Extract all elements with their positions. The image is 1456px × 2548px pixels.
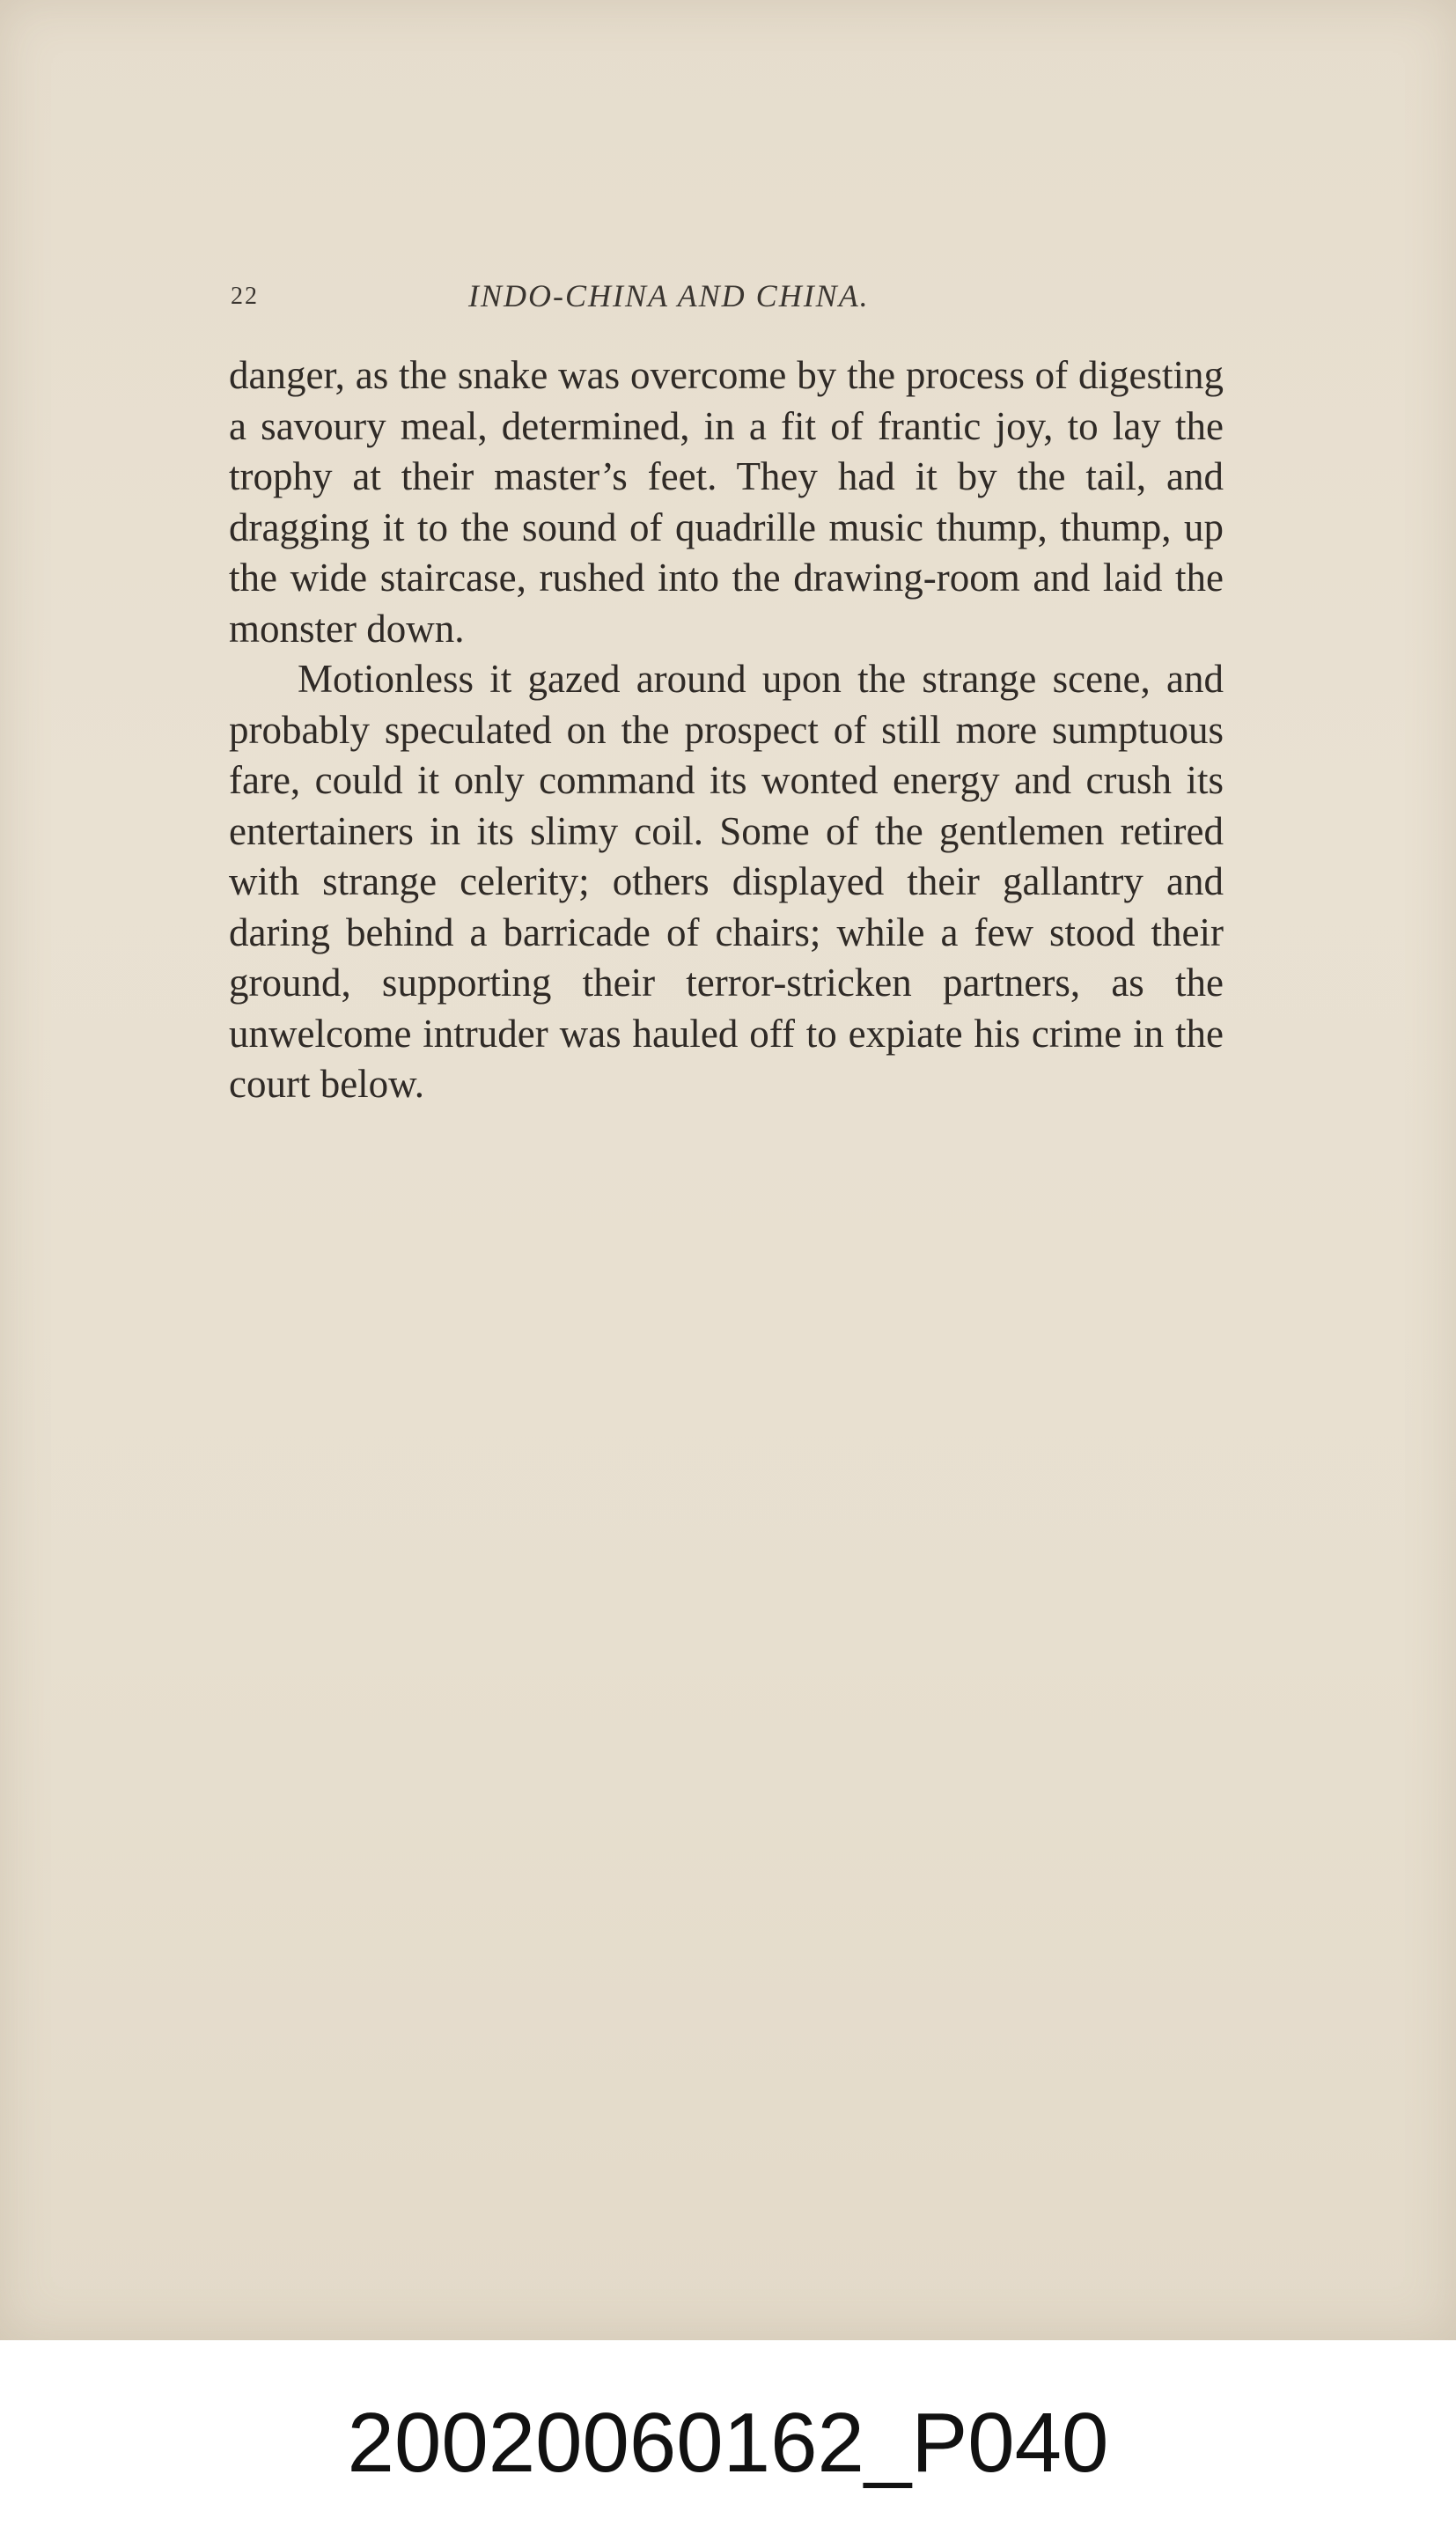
paragraph-2: Motionless it gazed around upon the strange scene, and probably speculated on the prospect of still more sumptuous fare, could it only command its wonted energy and crush its entertainers in its slimy coil. Some of the gentlemen retired with strange celerity; others displayed their gallantry and daring behind a barricade of chairs; while a few stood their ground, supporting their terror-stricken partners, as the unwelcome intruder was hauled off to expiate his crime in the court below. — [229, 657, 1224, 1106]
body-text — [229, 350, 1224, 1110]
image-label-band — [0, 2340, 1456, 2548]
running-title: INDO-CHINA AND CHINA. — [468, 278, 870, 313]
running-head — [231, 277, 988, 316]
image-id-label: 20020060162_P040 — [347, 2396, 1109, 2490]
paragraph-1: danger, as the snake was overcome by the process of digesting a savoury meal, determined, in a fit of frantic joy, to lay the trophy at their master’s feet. They had it by the tail, and dragging it to the sound of quadrille music thump, thump, up the wide staircase, rushed into the drawing-room and laid the monster down. — [229, 353, 1224, 651]
page-number: 22 — [231, 283, 259, 310]
